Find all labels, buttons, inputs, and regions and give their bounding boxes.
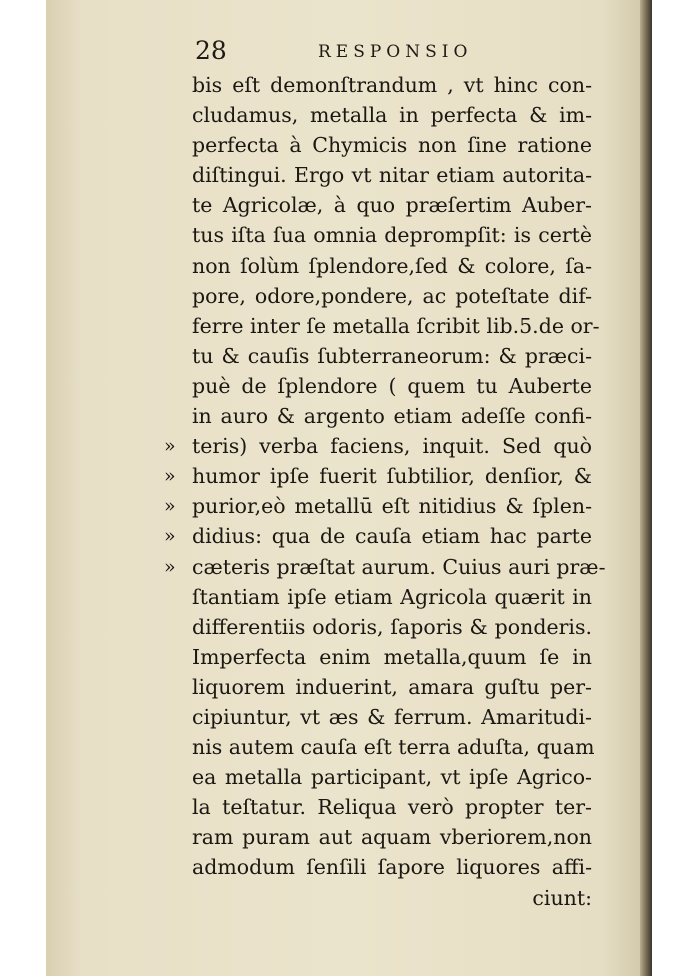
text-line [192,130,592,160]
line-text: ciunt: [532,885,592,910]
line-text: ferre inter ſe metalla ſcribit lib.5.de or- [192,313,600,338]
quote-mark: » [164,495,176,518]
text-line [192,401,592,431]
text-line [192,341,592,371]
line-text: la teſtatur. Reliqua verò propter ter- [192,795,592,820]
running-head: RESPONSIO [318,42,473,62]
quote-mark: » [164,465,176,488]
text-line [192,732,595,762]
line-text: non ſolùm ſplendore,ſed & colore, ſa- [192,253,592,278]
line-text: humor ipſe fuerit ſubtilior, denſior, & [192,464,592,489]
text-line [192,160,592,190]
quote-mark: » [164,435,176,458]
line-text: diſtingui. Ergo vt nitar etiam autorita- [192,163,592,188]
text-line [192,702,592,732]
line-text: bis eſt demonſtrandum , vt hinc con- [192,73,592,97]
text-line [192,672,592,702]
line-text: didius: qua de cauſa etiam hac parte [192,524,592,549]
line-text: puè de ſplendore ( quem tu Auberte [192,373,592,398]
line-text: te Agricolæ, à quo præſertim Auber- [192,193,592,218]
text-line [192,582,592,612]
line-text: liquorem induerint, amara guſtu per- [192,674,592,699]
line-text: ea metalla participant, vt ipſe Agrico- [192,765,592,790]
line-text: teris) verba faciens, inquit. Sed quò [192,434,592,459]
line-text: nis autem cauſa eſt terra aduſta, quam [192,735,595,760]
line-text: purior,eò metallū eſt nitidius & ſplen- [192,494,592,519]
text-line [192,281,592,311]
text-line [192,642,592,672]
line-text: ram puram aut aquam vberiorem,non [192,825,592,850]
text-line [192,70,592,100]
quote-mark: » [164,525,176,548]
text-line [192,612,592,642]
line-text: in auro & argento etiam adeſſe confi- [192,404,592,429]
line-text: tus iſta ſua omnia deprompſit: is certè [192,223,592,248]
text-line [192,100,592,130]
text-line [192,792,592,822]
text-line [192,822,592,852]
line-text: cæteris præſtat aurum. Cuius auri præ- [192,554,606,579]
text-line [164,552,606,582]
text-line [192,190,592,220]
quote-mark: » [164,555,176,578]
text-line [164,461,592,491]
line-text: tu & cauſis ſubterraneorum: & præci- [192,343,592,368]
text-line [192,852,592,882]
text-line [192,220,592,250]
line-text: pore, odore,pondere, ac poteſtate dif- [192,283,592,308]
text-line [192,371,592,401]
line-text: ſtantiam ipſe etiam Agricola quærit in [192,584,592,609]
text-line [164,521,592,551]
text-line [164,491,592,521]
page-gutter [640,0,652,976]
line-text: admodum ſenſili ſapore liquores affi- [192,855,592,880]
text-line [192,883,592,913]
page-number: 28 [195,36,227,65]
text-line [164,431,592,461]
text-line [192,311,600,341]
text-line [192,251,592,281]
line-text: perfecta à Chymicis non ſine ratione [192,133,592,158]
line-text: differentiis odoris, ſaporis & ponderis. [192,614,592,639]
line-text: cludamus, metalla in perfecta & im- [192,103,592,128]
line-text: cipiuntur, vt æs & ferrum. Amaritudi- [192,704,592,729]
line-text: Imperfecta enim metalla,quum ſe in [192,644,592,669]
text-line [192,762,592,792]
body-text [164,70,606,913]
